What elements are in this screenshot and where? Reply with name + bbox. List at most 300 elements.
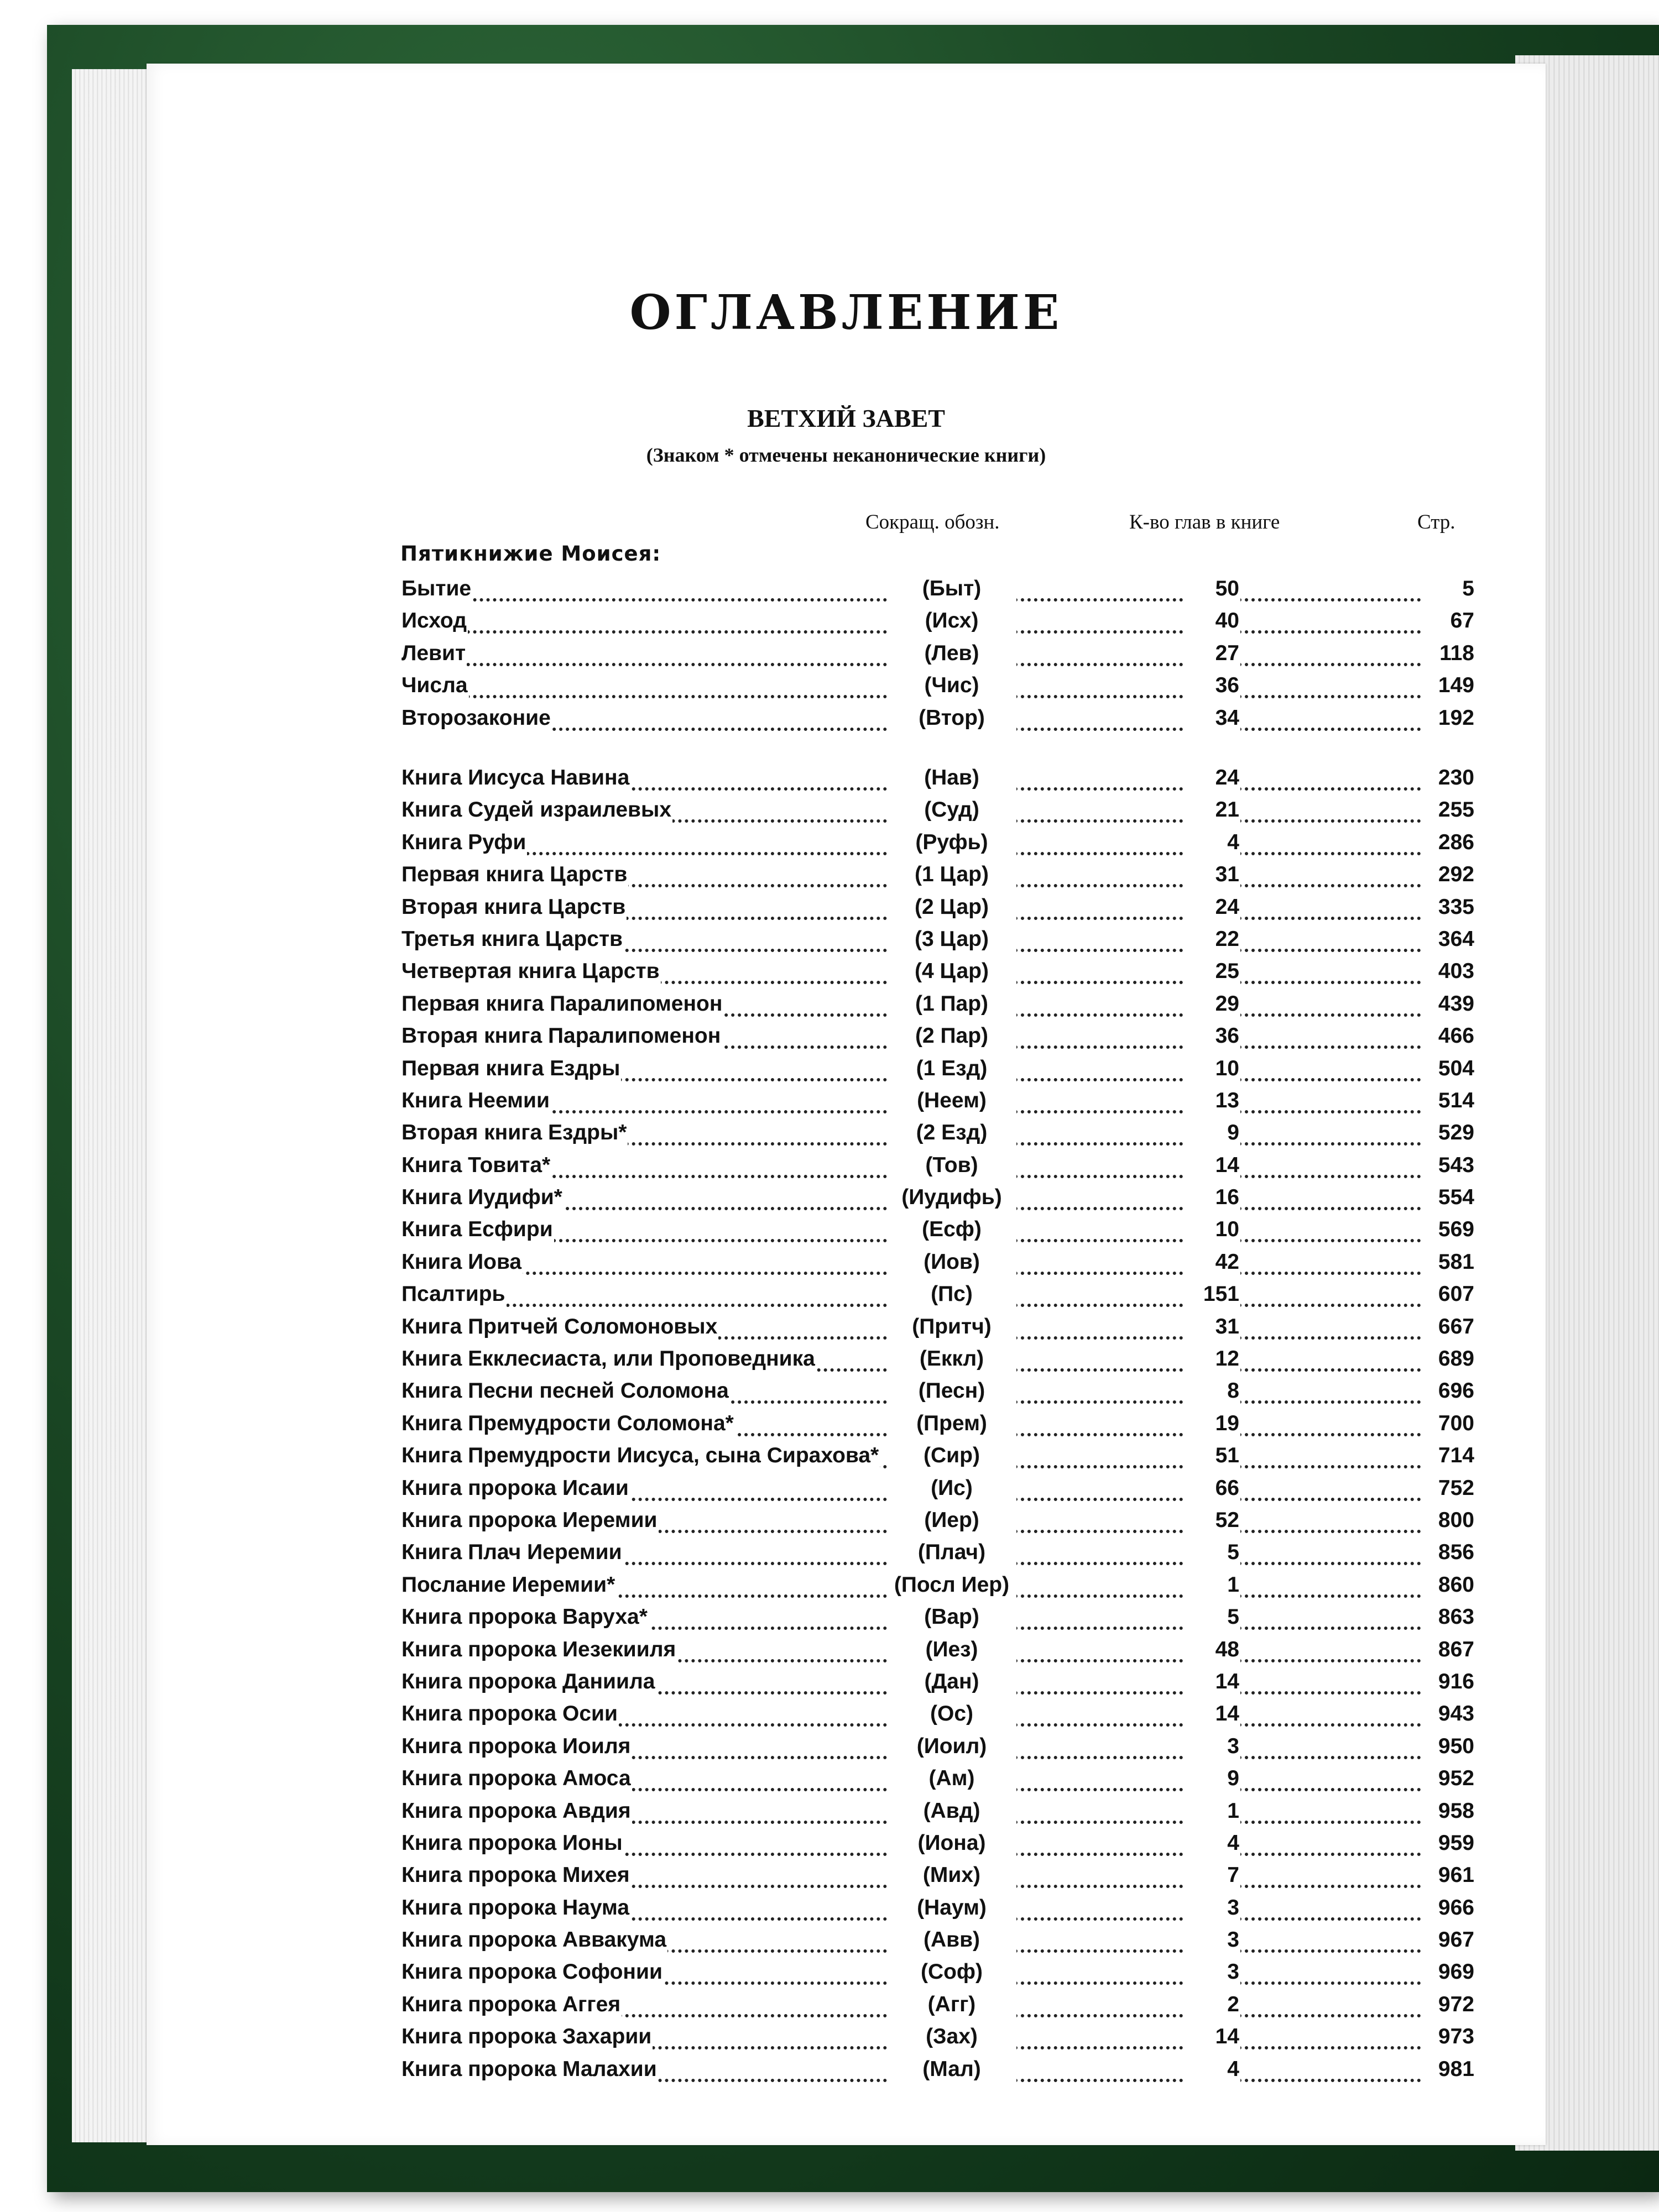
toc-entry (400, 827, 1475, 859)
chapter-count: 3 (1183, 1730, 1240, 1763)
leader-dots (1014, 630, 1183, 634)
leader-dots (1014, 981, 1183, 984)
chapter-count: 12 (1183, 1343, 1240, 1375)
leader-dots (1238, 917, 1421, 920)
page-number: 950 (1437, 1730, 1475, 1763)
leader-dots (1238, 1723, 1421, 1727)
chapter-count: 25 (1183, 955, 1240, 987)
toc-entry (400, 1472, 1475, 1504)
book-abbreviation: (Сир) (887, 1440, 1016, 1472)
toc-entry (400, 1440, 1475, 1472)
chapter-count: 3 (1183, 1956, 1240, 1988)
chapter-count: 7 (1183, 1859, 1240, 1891)
page-edges-left (72, 69, 155, 2142)
page-number: 972 (1437, 1989, 1475, 2021)
book-name: Числа (400, 670, 469, 702)
toc-entry (400, 1053, 1475, 1085)
book-name: Книга Судей израилевых (400, 794, 672, 826)
toc-entry (400, 1278, 1475, 1310)
page-number: 689 (1437, 1343, 1475, 1375)
chapter-count: 29 (1183, 988, 1240, 1020)
book-abbreviation: (Плач) (887, 1536, 1016, 1568)
page-number: 569 (1437, 1214, 1475, 1246)
leader-dots (1238, 1045, 1421, 1049)
book-name: Книга Притчей Соломоновых (400, 1311, 718, 1343)
leader-dots (1238, 1659, 1421, 1662)
toc-entry (400, 762, 1475, 794)
leader-dots (1014, 1142, 1183, 1146)
leader-dots (1238, 1917, 1421, 1921)
leader-dots (1014, 1013, 1183, 1017)
leader-dots (1238, 1788, 1421, 1791)
leader-dots (1238, 1175, 1421, 1178)
toc-entry (400, 1085, 1475, 1117)
toc-entry (400, 1569, 1475, 1601)
chapter-count: 51 (1183, 1440, 1240, 1472)
book-abbreviation: (2 Пар) (887, 1020, 1016, 1052)
book-abbreviation: (Ис) (887, 1472, 1016, 1504)
leader-dots (1238, 1949, 1421, 1953)
chapter-count: 48 (1183, 1634, 1240, 1666)
book-name: Вторая книга Паралипоменон (400, 1020, 722, 1052)
book-abbreviation: (3 Цар) (887, 923, 1016, 955)
book-name: Вторая книга Царств (400, 891, 627, 923)
book-name: Первая книга Ездры (400, 1053, 621, 1085)
book-abbreviation: (Вар) (887, 1601, 1016, 1633)
leader-dots (1238, 819, 1421, 823)
toc-entry (400, 670, 1475, 702)
book-abbreviation: (Соф) (887, 1956, 1016, 1988)
book-name: Второзаконие (400, 702, 552, 734)
book-name: Первая книга Царств (400, 859, 628, 891)
page-number: 952 (1437, 1763, 1475, 1795)
page-number: 466 (1437, 1020, 1475, 1052)
page-number: 700 (1437, 1408, 1475, 1440)
page-number: 966 (1437, 1892, 1475, 1924)
leader-dots (1014, 1304, 1183, 1307)
toc-entry (400, 1536, 1475, 1568)
leader-dots (1238, 1110, 1421, 1113)
chapter-count: 8 (1183, 1375, 1240, 1407)
book-name: Книга пророка Малахии (400, 2053, 658, 2085)
book-abbreviation: (Агг) (887, 1989, 1016, 2021)
chapter-count: 13 (1183, 1085, 1240, 1117)
toc-entry (400, 1634, 1475, 1666)
book-name: Книга пророка Аггея (400, 1989, 622, 2021)
page-number: 192 (1437, 702, 1475, 734)
leader-dots (1014, 787, 1183, 791)
chapter-count: 22 (1183, 923, 1240, 955)
toc-entry (400, 2021, 1475, 2053)
page-number: 364 (1437, 923, 1475, 955)
book-name: Четвертая книга Царств (400, 955, 661, 987)
leader-dots (1238, 1853, 1421, 1856)
toc-entry (400, 988, 1475, 1020)
leader-dots (1238, 1239, 1421, 1242)
leader-dots (1014, 1433, 1183, 1436)
chapter-count: 9 (1183, 1763, 1240, 1795)
book-name: Книга Иисуса Навина (400, 762, 630, 794)
leader-dots (1014, 1853, 1183, 1856)
chapter-count: 151 (1183, 1278, 1240, 1310)
page-number: 529 (1437, 1117, 1475, 1149)
page-number: 752 (1437, 1472, 1475, 1504)
leader-dots (1014, 852, 1183, 855)
leader-dots (1238, 1885, 1421, 1888)
chapter-count: 4 (1183, 1827, 1240, 1859)
leader-dots (1238, 1465, 1421, 1468)
chapter-count: 10 (1183, 1214, 1240, 1246)
page-number: 607 (1437, 1278, 1475, 1310)
book-abbreviation: (Ос) (887, 1698, 1016, 1730)
book-name: Книга пророка Аввакума (400, 1924, 667, 1956)
leader-dots (1014, 1562, 1183, 1565)
leader-dots (1014, 728, 1183, 731)
chapter-count: 24 (1183, 891, 1240, 923)
toc-entry (400, 1795, 1475, 1827)
leader-dots (1014, 917, 1183, 920)
page-number: 696 (1437, 1375, 1475, 1407)
chapter-count: 5 (1183, 1601, 1240, 1633)
page-number: 514 (1437, 1085, 1475, 1117)
book-abbreviation: (Чис) (887, 670, 1016, 702)
chapter-count: 27 (1183, 637, 1240, 670)
leader-dots (1014, 2014, 1183, 2017)
book-name: Исход (400, 605, 468, 637)
toc-entry (400, 1375, 1475, 1407)
leader-dots (1238, 1336, 1421, 1340)
book-abbreviation: (Наум) (887, 1892, 1016, 1924)
toc-entry (400, 1956, 1475, 1988)
book-name: Книга пророка Иоиля (400, 1730, 632, 1763)
leader-dots (1238, 1207, 1421, 1210)
leader-dots (1238, 630, 1421, 634)
book-name: Книга пророка Наума (400, 1892, 630, 1924)
book-abbreviation: (Притч) (887, 1311, 1016, 1343)
leader-dots (1014, 1078, 1183, 1081)
section-subtitle: (Знаком * отмечены неканонические книги) (646, 444, 1046, 466)
leader-dots (1238, 1304, 1421, 1307)
chapter-count: 19 (1183, 1408, 1240, 1440)
page-number: 554 (1437, 1181, 1475, 1214)
book-abbreviation: (1 Цар) (887, 859, 1016, 891)
leader-dots (1238, 1821, 1421, 1824)
chapter-count: 14 (1183, 1698, 1240, 1730)
chapter-count: 34 (1183, 702, 1240, 734)
chapter-count: 31 (1183, 1311, 1240, 1343)
chapter-count: 36 (1183, 1020, 1240, 1052)
toc-entry (400, 955, 1475, 987)
leader-dots (400, 663, 887, 666)
toc-entry (400, 1892, 1475, 1924)
chapter-count: 2 (1183, 1989, 1240, 2021)
leader-dots (400, 630, 887, 634)
book-name: Первая книга Паралипоменон (400, 988, 723, 1020)
book-abbreviation: (Пс) (887, 1278, 1016, 1310)
chapter-count: 66 (1183, 1472, 1240, 1504)
chapter-count: 1 (1183, 1795, 1240, 1827)
toc-entry (400, 1343, 1475, 1375)
leader-dots (1014, 1239, 1183, 1242)
leader-dots (1238, 1627, 1421, 1630)
toc-entry (400, 1246, 1475, 1278)
leader-dots (1014, 1272, 1183, 1275)
leader-dots (1014, 1368, 1183, 1372)
page-number: 860 (1437, 1569, 1475, 1601)
toc-entry (400, 1311, 1475, 1343)
page-number: 967 (1437, 1924, 1475, 1956)
leader-dots (1014, 1885, 1183, 1888)
leader-dots (1238, 663, 1421, 666)
toc-entry (400, 573, 1475, 605)
leader-dots (1238, 2079, 1421, 2082)
book-name: Книга Товита* (400, 1149, 551, 1181)
leader-dots (1014, 949, 1183, 952)
book-abbreviation: (Прем) (887, 1408, 1016, 1440)
toc-entry (400, 1730, 1475, 1763)
leader-dots (1238, 1400, 1421, 1404)
page-number: 667 (1437, 1311, 1475, 1343)
toc-entry (400, 702, 1475, 734)
chapter-count: 14 (1183, 2021, 1240, 2053)
book-abbreviation: (Иов) (887, 1246, 1016, 1278)
leader-dots (1238, 1142, 1421, 1146)
leader-dots (1014, 1110, 1183, 1113)
leader-dots (1238, 852, 1421, 855)
page-number: 439 (1437, 988, 1475, 1020)
chapter-count: 50 (1183, 573, 1240, 605)
page-number: 292 (1437, 859, 1475, 891)
book-name: Книга пророка Захарии (400, 2021, 653, 2053)
book-abbreviation: (Руфь) (887, 827, 1016, 859)
leader-dots (400, 598, 887, 602)
book-name: Книга Руфи (400, 827, 527, 859)
book-abbreviation: (Авв) (887, 1924, 1016, 1956)
chapter-count: 9 (1183, 1117, 1240, 1149)
book-name: Книга пророка Исаии (400, 1472, 630, 1504)
page-number: 67 (1449, 605, 1475, 637)
page-number: 959 (1437, 1827, 1475, 1859)
toc-entry (400, 1504, 1475, 1536)
leader-dots (1014, 1594, 1183, 1598)
book-name: Книга Есфири (400, 1214, 554, 1246)
book-abbreviation: (Еккл) (887, 1343, 1016, 1375)
page-number: 118 (1438, 637, 1475, 670)
book-abbreviation: (Лев) (887, 637, 1016, 670)
chapter-count: 3 (1183, 1924, 1240, 1956)
chapter-count: 5 (1183, 1536, 1240, 1568)
book-abbreviation: (Ам) (887, 1763, 1016, 1795)
book-abbreviation: (Иоил) (887, 1730, 1016, 1763)
page-number: 973 (1437, 2021, 1475, 2053)
book-name: Послание Иеремии* (400, 1569, 616, 1601)
leader-dots (1014, 1917, 1183, 1921)
chapter-count: 1 (1183, 1569, 1240, 1601)
book-abbreviation: (Иона) (887, 1827, 1016, 1859)
chapter-count: 24 (1183, 762, 1240, 794)
book-abbreviation: (Посл Иер) (887, 1569, 1016, 1601)
leader-dots (1014, 884, 1183, 887)
book-abbreviation: (Зах) (887, 2021, 1016, 2053)
leader-dots (1238, 728, 1421, 731)
book-name: Книга пророка Софонии (400, 1956, 664, 1988)
leader-dots (1014, 1465, 1183, 1468)
leader-dots (1238, 981, 1421, 984)
page-number: 856 (1437, 1536, 1475, 1568)
leader-dots (1014, 1530, 1183, 1533)
leader-dots (1238, 1981, 1421, 1985)
chapter-count: 4 (1183, 827, 1240, 859)
page-number: 149 (1437, 670, 1475, 702)
book-abbreviation: (Иудифь) (887, 1181, 1016, 1214)
leader-dots (1238, 1013, 1421, 1017)
book-abbreviation: (Суд) (887, 794, 1016, 826)
pentateuch-heading: Пятикнижие Моисея: (400, 542, 661, 566)
chapter-count: 31 (1183, 859, 1240, 891)
book-abbreviation: (Исх) (887, 605, 1016, 637)
leader-dots (1014, 1691, 1183, 1695)
book-name: Книга пророка Иеремии (400, 1504, 659, 1536)
column-header-chapters: К-во глав в книге (1129, 511, 1280, 534)
leader-dots (1238, 1530, 1421, 1533)
toc-entry (400, 1601, 1475, 1633)
chapter-count: 42 (1183, 1246, 1240, 1278)
chapter-count: 3 (1183, 1892, 1240, 1924)
page-number: 403 (1437, 955, 1475, 987)
page-number: 581 (1437, 1246, 1475, 1278)
leader-dots (1014, 1821, 1183, 1824)
book-name: Третья книга Царств (400, 923, 624, 955)
book-name: Книга пророка Иезекииля (400, 1634, 677, 1666)
page-number: 943 (1437, 1698, 1475, 1730)
toc-entry (400, 1698, 1475, 1730)
leader-dots (1238, 2014, 1421, 2017)
page-number: 867 (1437, 1634, 1475, 1666)
book-abbreviation: (Быт) (887, 573, 1016, 605)
toc-entry (400, 859, 1475, 891)
column-header-abbr: Сокращ. обозн. (865, 511, 1000, 534)
toc-entry (400, 1020, 1475, 1052)
book-name: Книга Иудифи* (400, 1181, 564, 1214)
leader-dots (1014, 1723, 1183, 1727)
page-number: 714 (1437, 1440, 1475, 1472)
toc-entry (400, 1117, 1475, 1149)
chapter-count: 4 (1183, 2053, 1240, 2085)
leader-dots (400, 695, 887, 698)
leader-dots (1014, 2046, 1183, 2049)
leader-dots (1238, 1756, 1421, 1759)
page-number: 504 (1437, 1053, 1475, 1085)
book-name: Книга пророка Варуха* (400, 1601, 649, 1633)
toc-entry (400, 2053, 1475, 2085)
chapter-count: 52 (1183, 1504, 1240, 1536)
book-abbreviation: (Авд) (887, 1795, 1016, 1827)
book-name: Книга пророка Ионы (400, 1827, 624, 1859)
leader-dots (1014, 598, 1183, 602)
leader-dots (1014, 1175, 1183, 1178)
leader-dots (1014, 1045, 1183, 1049)
book-abbreviation: (Иер) (887, 1504, 1016, 1536)
page-number: 981 (1437, 2053, 1475, 2085)
book-name: Книга пророка Даниила (400, 1666, 656, 1698)
toc-entry (400, 1827, 1475, 1859)
page-number: 800 (1437, 1504, 1475, 1536)
leader-dots (1014, 1498, 1183, 1501)
book-name: Бытие (400, 573, 472, 605)
page-number: 230 (1437, 762, 1475, 794)
leader-dots (1014, 2079, 1183, 2082)
leader-dots (1014, 1981, 1183, 1985)
book-abbreviation: (Нав) (887, 762, 1016, 794)
book-abbreviation: (2 Езд) (887, 1117, 1016, 1149)
book-name: Книга Екклесиаста, или Проповедника (400, 1343, 816, 1375)
leader-dots (1014, 819, 1183, 823)
chapter-count: 14 (1183, 1149, 1240, 1181)
toc-pentateuch-list (400, 573, 1475, 734)
leader-dots (1238, 1562, 1421, 1565)
leader-dots (1238, 1433, 1421, 1436)
book-abbreviation: (4 Цар) (887, 955, 1016, 987)
page-number: 961 (1437, 1859, 1475, 1891)
leader-dots (1238, 787, 1421, 791)
toc-entry (400, 1666, 1475, 1698)
page-number: 863 (1437, 1601, 1475, 1633)
book-name: Книга пророка Михея (400, 1859, 631, 1891)
toc-entry (400, 1181, 1475, 1214)
leader-dots (1014, 1788, 1183, 1791)
leader-dots (1238, 695, 1421, 698)
page-number: 255 (1437, 794, 1475, 826)
leader-dots (1238, 884, 1421, 887)
page-number: 969 (1437, 1956, 1475, 1988)
toc-entry (400, 605, 1475, 637)
book-name: Книга пророка Авдия (400, 1795, 632, 1827)
toc-entry (400, 891, 1475, 923)
leader-dots (1014, 663, 1183, 666)
leader-dots (1238, 1368, 1421, 1372)
leader-dots (1238, 598, 1421, 602)
leader-dots (1014, 1949, 1183, 1953)
book-abbreviation: (2 Цар) (887, 891, 1016, 923)
book-abbreviation: (Неем) (887, 1085, 1016, 1117)
book-name: Книга Премудрости Соломона* (400, 1408, 735, 1440)
book-abbreviation: (1 Пар) (887, 988, 1016, 1020)
book-abbreviation: (Мих) (887, 1859, 1016, 1891)
toc-entry (400, 1924, 1475, 1956)
leader-dots (1238, 949, 1421, 952)
book-abbreviation: (Дан) (887, 1666, 1016, 1698)
toc-entry (400, 1859, 1475, 1891)
page-number: 335 (1437, 891, 1475, 923)
toc-entry (400, 1989, 1475, 2021)
chapter-count: 36 (1183, 670, 1240, 702)
page-number: 5 (1461, 573, 1475, 605)
column-header-page: Стр. (1417, 511, 1455, 534)
leader-dots (1238, 2046, 1421, 2049)
book-name: Псалтирь (400, 1278, 507, 1310)
toc-entry (400, 1149, 1475, 1181)
book-name: Книга Премудрости Иисуса, сына Сирахова* (400, 1440, 880, 1472)
leader-dots (1014, 1756, 1183, 1759)
book-abbreviation: (Тов) (887, 1149, 1016, 1181)
book-abbreviation: (1 Езд) (887, 1053, 1016, 1085)
toc-entry (400, 923, 1475, 955)
page-number: 286 (1437, 827, 1475, 859)
page-number: 958 (1437, 1795, 1475, 1827)
book-name: Книга пророка Амоса (400, 1763, 632, 1795)
book-name: Левит (400, 637, 467, 670)
book-name: Книга пророка Осии (400, 1698, 619, 1730)
